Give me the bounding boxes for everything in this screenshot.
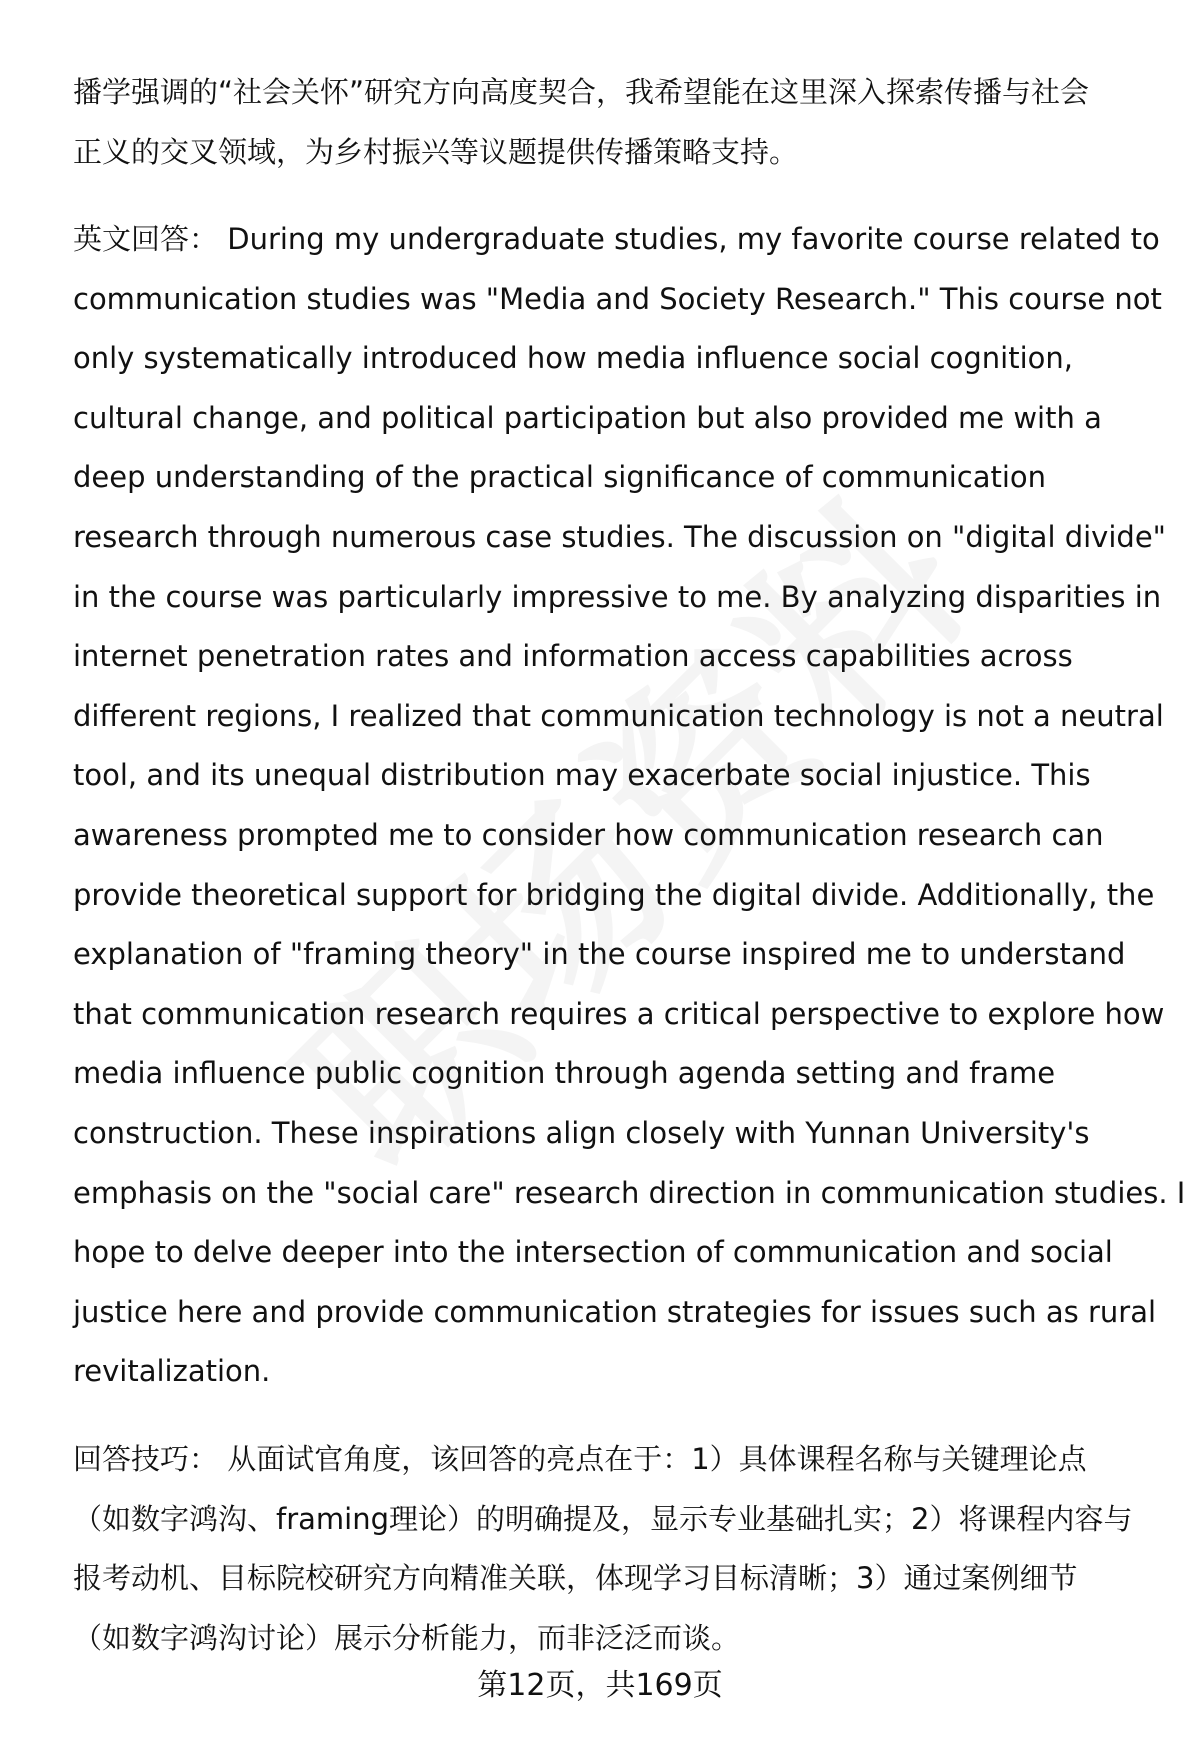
english-answer-line: awareness prompted me to consider how communication research can: [73, 817, 1104, 852]
english-answer-line: revitalization.: [73, 1354, 271, 1389]
english-answer-line: that communication research requires a critical perspective to explore how: [73, 996, 1165, 1031]
english-answer-line: provide theoretical support for bridging the digital divide. Additionally, the: [73, 877, 1155, 912]
page-number: 第12页，共169页: [477, 1668, 723, 1703]
english-answer-line: only systematically introduced how media influence social cognition,: [73, 341, 1073, 376]
english-answer-line: justice here and provide communication strategies for issues such as rural: [73, 1294, 1157, 1329]
english-answer-line: media influence public cognition through agenda setting and frame: [73, 1056, 1056, 1091]
tips-paragraph: [73, 1430, 1163, 1668]
intro-line: 正义的交叉领域，为乡村振兴等议题提供传播策略支持。: [73, 134, 799, 169]
english-answer-line: internet penetration rates and information access capabilities across: [73, 639, 1073, 674]
english-answer-line: in the course was particularly impressive to me. By analyzing disparities in: [73, 579, 1162, 614]
english-answer-label: 英文回答：: [73, 222, 219, 256]
english-answer-line: explanation of "framing theory" in the course inspired me to understand: [73, 937, 1126, 972]
english-answer-line: communication studies was "Media and Society Research." This course not: [73, 281, 1162, 316]
english-answer-line: research through numerous case studies. The discussion on "digital divide": [73, 519, 1166, 554]
tips-line: （如数字鸿沟讨论）展示分析能力，而非泛泛而谈。: [73, 1620, 741, 1655]
tips-line: 报考动机、目标院校研究方向精准关联，体现学习目标清晰；3）通过案例细节: [73, 1561, 1078, 1596]
intro-line: 播学强调的“社会关怀”研究方向高度契合，我希望能在这里深入探索传播与社会: [73, 75, 1090, 109]
english-answer-line: tool, and its unequal distribution may exacerbate social injustice. This: [73, 758, 1091, 793]
tips-line: [73, 1430, 1163, 1490]
english-answer-paragraph: [73, 210, 1186, 1402]
english-answer-line: construction. These inspirations align closely with Yunnan University's: [73, 1115, 1090, 1150]
english-answer-line: cultural change, and political participation but also provided me with a: [73, 400, 1102, 435]
tips-line: （如数字鸿沟、framing理论）的明确提及，显示专业基础扎实；2）将课程内容与: [73, 1501, 1133, 1536]
tips-label: 回答技巧：: [73, 1442, 219, 1476]
english-answer-line: hope to delve deeper into the intersection of communication and social: [73, 1235, 1113, 1270]
english-answer-line: deep understanding of the practical significance of communication: [73, 460, 1047, 495]
tips-text: 从面试官角度，该回答的亮点在于：1）具体课程名称与关键理论点: [227, 1442, 1087, 1476]
intro-paragraph: [73, 63, 1153, 182]
english-answer-line: [73, 210, 1163, 270]
english-answer-line: different regions, I realized that communication technology is not a neutral: [73, 698, 1164, 733]
english-answer-line: emphasis on the "social care" research direction in communication studies. I: [73, 1175, 1186, 1210]
english-answer-text: During my undergraduate studies, my favorite course related to: [227, 222, 1160, 256]
